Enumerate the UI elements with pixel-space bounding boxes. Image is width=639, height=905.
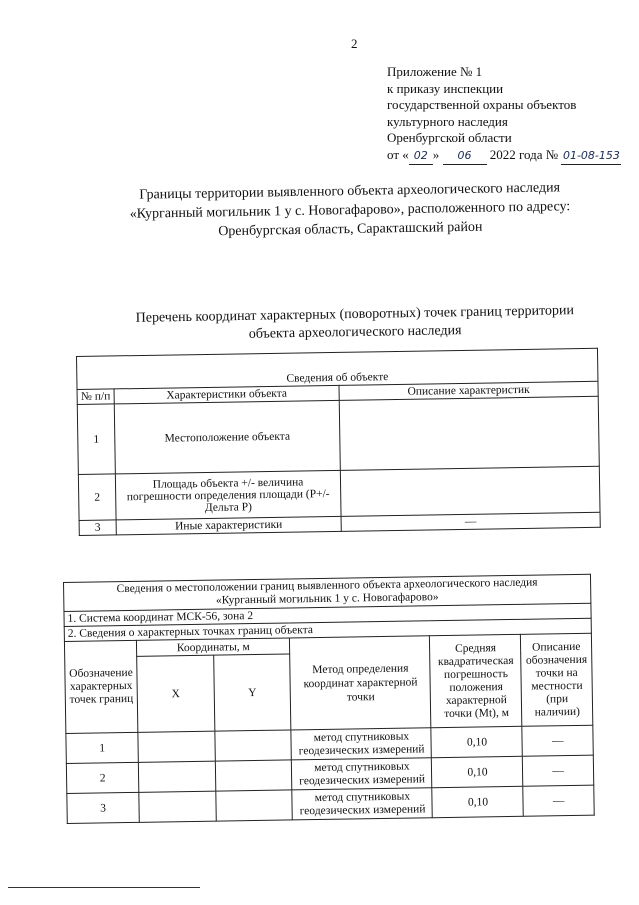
method: метод спутниковых геодезических измерений	[291, 728, 431, 760]
point-note: —	[523, 755, 594, 786]
handwritten-order-number: 01-08-153	[561, 148, 621, 166]
appendix-date-line	[387, 147, 639, 166]
footer-divider	[8, 887, 200, 888]
error-value: 0,10	[432, 786, 523, 817]
appendix-block	[387, 64, 639, 165]
point-number: 2	[66, 762, 139, 793]
table-list-heading	[90, 301, 621, 346]
subheading-line: Перечень координат характерных (поворотных) точек границ территории	[135, 303, 575, 326]
point-number: 1	[66, 732, 139, 763]
row-char: Площадь объекта +/- величина погрешности определения площади (Р+/- Дельта Р)	[115, 470, 341, 520]
appendix-line: Приложение № 1	[387, 64, 483, 79]
points-header: 2. Сведения о характерных точках границ объекта	[64, 618, 591, 641]
col-x-header: X	[137, 655, 215, 732]
handwritten-day: 02	[409, 148, 433, 166]
location-table	[63, 574, 595, 824]
col-coords-header: Координаты, м	[137, 638, 291, 656]
col-designation-header: Обозначение характерных точек границ	[64, 640, 138, 733]
title-line: «Курганный могильник 1 у с. Новогафарово»	[215, 591, 439, 607]
subheading-line: объекта археологического наследия	[248, 323, 462, 342]
row-desc: —	[341, 512, 600, 531]
row-desc	[340, 466, 600, 516]
object-table-title: Сведения об объекте	[77, 348, 598, 389]
handwritten-month: 06	[443, 148, 487, 166]
error-value: 0,10	[432, 756, 523, 787]
coord-y	[216, 790, 293, 821]
method: метод спутниковых геодезических измерений	[292, 758, 432, 790]
appendix-line: государственной охраны объектов	[387, 97, 577, 112]
error-value: 0,10	[431, 726, 522, 757]
coordinate-system: 1. Система координат МСК-56, зона 2	[64, 603, 591, 626]
page-number: 2	[351, 36, 358, 51]
object-info-table	[76, 348, 601, 536]
col-num-header: № п/п	[77, 389, 114, 405]
coord-x	[138, 761, 215, 792]
row-desc	[339, 396, 599, 470]
row-char: Иные характеристики	[116, 516, 341, 535]
col-y-header: Y	[213, 654, 291, 731]
col-note-header: Описание обозначения точки на местности (при наличии)	[521, 633, 593, 726]
row-num: 2	[78, 474, 116, 521]
method: метод спутниковых геодезических измерений	[292, 788, 432, 820]
appendix-line: культурного наследия	[387, 113, 508, 129]
coord-x	[138, 731, 215, 762]
col-method-header: Метод определения координат характерной точки	[290, 636, 431, 730]
table-row	[77, 396, 599, 474]
heading-line: «Курганный могильник 1 у с. Новогафарово», расположенного по адресу:	[129, 199, 571, 222]
row-num: 3	[79, 520, 116, 536]
coord-x	[139, 791, 216, 822]
point-note: —	[523, 785, 594, 816]
appendix-line: Оренбургской области	[387, 130, 512, 145]
heading-line: Границы территории выявленного объекта археологического наследия	[139, 180, 561, 203]
title-line: Сведения о местоположении границ выявленного объекта археологического наследия	[116, 576, 538, 596]
coord-y	[215, 760, 292, 791]
row-char: Местоположение объекта	[114, 400, 340, 474]
date-year: 2022 года №	[489, 146, 559, 162]
table-row	[78, 466, 600, 520]
point-number: 3	[67, 792, 140, 823]
heading-line: Оренбургская область, Саракташский район	[218, 219, 483, 240]
row-num: 1	[77, 404, 115, 475]
coord-y	[215, 730, 292, 761]
appendix-line: к приказу инспекции	[387, 80, 504, 96]
col-error-header: Средняя квадратическая погрешность положения характерной точки (Mt), м	[430, 634, 522, 727]
col-char-header: Характеристики объекта	[114, 385, 339, 404]
date-prefix: от «	[387, 146, 409, 162]
document-heading	[90, 177, 611, 243]
point-note: —	[522, 725, 593, 756]
date-mid: »	[432, 146, 440, 162]
col-desc-header: Описание характеристик	[339, 381, 598, 400]
